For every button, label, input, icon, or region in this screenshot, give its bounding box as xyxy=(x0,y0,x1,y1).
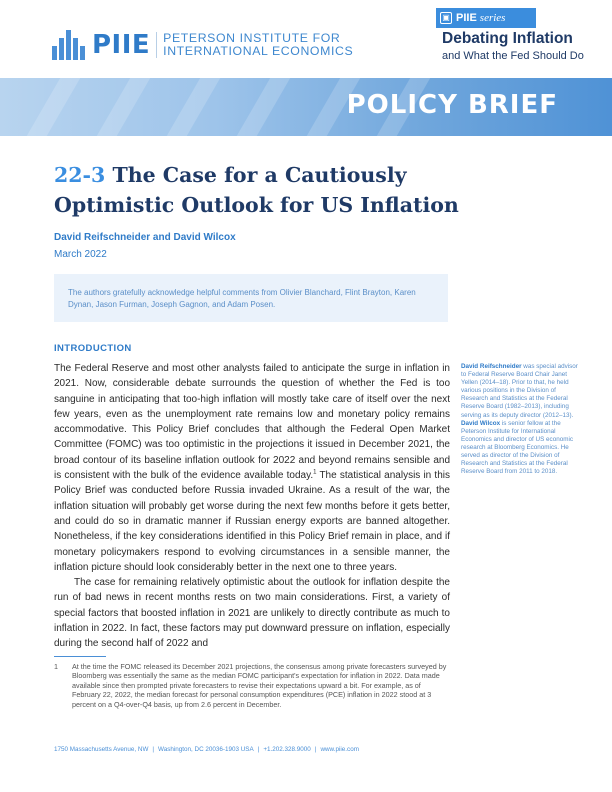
bio-name-wilcox: David Wilcox xyxy=(461,419,501,427)
paragraph-1-part-a: The Federal Reserve and most other analysts failed to anticipate the surge in inflation in 2021. Now, considerable debate surrounds the question of whether the Fed is too sanguine in anticipating that too-high inflation will mostly take care of itself over the next few years, even as the unemployment rate remains low and monetary policy remains accommodative. This Policy Brief concludes that although the Federal Open Market Committee (FOMC) was too optimistic in the projections it issued in December 2021, the broad contour of its baseline inflation outlook for 2022 and beyond remains sensible and is consistent with the bulk of the evidence available today. xyxy=(54,363,450,482)
series-tab-word: series xyxy=(479,12,506,24)
institute-name-line2: INTERNATIONAL ECONOMICS xyxy=(163,44,354,58)
logo-acronym: PIIE xyxy=(92,30,151,60)
series-subtitle: and What the Fed Should Do xyxy=(442,50,584,62)
bio-reifschneider xyxy=(461,363,581,420)
footnote-divider xyxy=(54,656,106,657)
brief-date: March 2022 xyxy=(54,249,107,260)
building-columns-icon xyxy=(52,30,86,60)
paragraph-2: The case for remaining relatively optimistic about the outlook for inflation despite the run of bad news in recent months rests on two main considerations. First, a variety of special factors that boosted inflation in 2021 are unlikely to directly contribute as much to inflation in 2022. In fact, these factors may put downward pressure on inflation, especially during the second half of 2022 and xyxy=(54,577,450,650)
author-bios xyxy=(461,363,581,476)
paragraph-1 xyxy=(54,361,450,575)
piie-logo[interactable] xyxy=(52,30,353,60)
footer-address: 1750 Massachusetts Avenue, NW xyxy=(54,746,149,753)
banner-stripe xyxy=(154,78,226,136)
footer-phone[interactable]: +1.202.328.9000 xyxy=(263,746,311,753)
piie-box-icon: ▣ xyxy=(440,12,452,24)
banner-label: POLICY BRIEF xyxy=(346,90,558,120)
banner-stripe xyxy=(84,78,156,136)
bio-name-reifschneider: David Reifschneider xyxy=(461,363,522,370)
brief-title-text: The Case for a Cautiously Optimistic Outlook for US Inflation xyxy=(54,163,459,217)
section-heading-introduction: INTRODUCTION xyxy=(54,343,132,354)
footnote-ref-1[interactable]: 1 xyxy=(313,469,317,476)
policy-brief-banner xyxy=(0,78,612,136)
footer-website-link[interactable]: www.piie.com xyxy=(320,746,359,753)
brief-title xyxy=(54,160,474,220)
series-title: Debating Inflation xyxy=(442,30,573,47)
bio-text-wilcox: is senior fellow at the Peterson Institute for International Economics and director of US economic research at Bloomberg Economics. He served as director of the Division of Research and Statistics at the Federal Reserve Board from 2011 to 2018. xyxy=(461,419,573,476)
brief-authors: David Reifschneider and David Wilcox xyxy=(54,232,236,243)
brief-number: 22-3 xyxy=(54,163,106,187)
acknowledgment-box xyxy=(54,274,448,322)
footer-city: Washington, DC 20036-1903 USA xyxy=(158,746,254,753)
footnote-number: 1 xyxy=(54,662,58,671)
acknowledgment-text: The authors gratefully acknowledge helpful comments from Olivier Blanchard, Flint Brayton, Karen Dynan, Jason Furman, Joseph Gagnon, and Adam Posen. xyxy=(68,288,416,309)
institute-name xyxy=(163,32,353,58)
series-tab-piie: PIIE xyxy=(456,12,477,24)
page-footer xyxy=(54,746,359,753)
logo-divider xyxy=(156,32,157,58)
paragraph-1-part-b: The statistical analysis in this Policy Brief was conducted before Russia invaded Ukraine. As a result of the war, the inflation situation will probably get worse during the next few months before it gets better, and could do so in dramatic manner if Russian energy exports are banned altogether. Nonetheless, if the key considerations identified in this Policy Brief remain in place, and if monetary policymakers respond to evolving circumstances in a sensible manner, the inflation picture should look considerably better in the next one to three years. xyxy=(54,470,450,573)
footnote-text: At the time the FOMC released its December 2021 projections, the consensus among private forecasters surveyed by Bloomberg was essentially the same as the median FOMC participant's expectation for inflation in 2022. Data made available since then prompted private forecasters to revise their expectations upward a bit. For example, as of February 22, 2022, the median forecast for personal consumption expenditures (PCE) inflation in 2022 stood at 3 percent on a Q4-over-Q4 basis, up from 2.6 percent in December. xyxy=(72,662,447,709)
series-tab[interactable] xyxy=(436,8,536,28)
footer-separator: | xyxy=(152,746,155,753)
bio-text-reifschneider: was special advisor to Federal Reserve Board Chair Janet Yellen (2014–18). Prior to that, he held various positions in the Division of Research and Statistics at the Federal Reserve Board (1982–2013), including serving as its deputy director (2012–13). xyxy=(461,363,578,419)
bio-wilcox xyxy=(461,420,581,477)
footer-separator: | xyxy=(257,746,260,753)
banner-stripe xyxy=(14,78,86,136)
banner-stripe xyxy=(224,78,296,136)
body-text xyxy=(54,361,450,652)
institute-name-line1: PETERSON INSTITUTE FOR xyxy=(163,31,341,45)
footnote-1 xyxy=(54,662,450,709)
footer-separator: | xyxy=(314,746,317,753)
